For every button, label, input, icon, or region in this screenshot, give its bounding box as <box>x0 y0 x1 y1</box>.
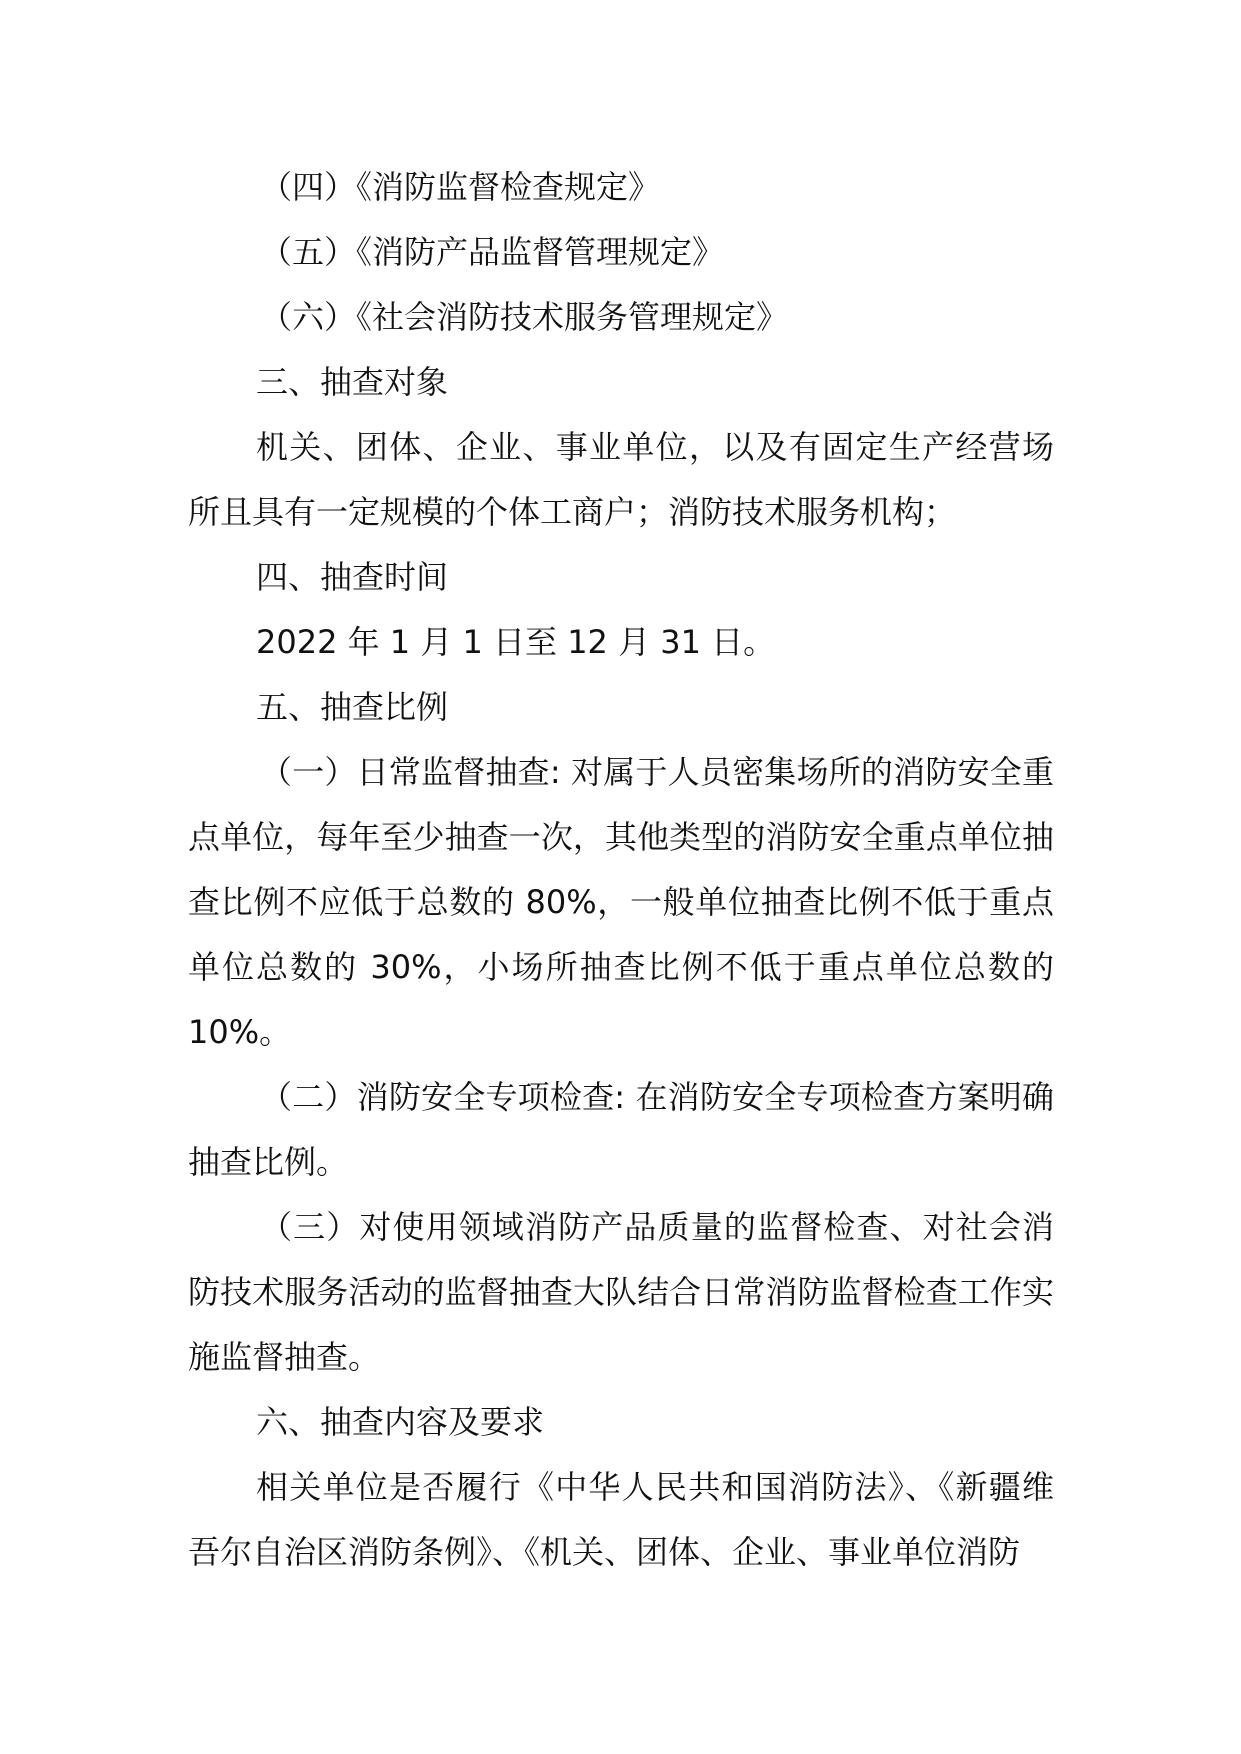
list-item-regulation-4: （四）《消防监督检查规定》 <box>260 168 661 206</box>
section-heading-inspection-ratio: 五、抽查比例 <box>256 688 449 726</box>
list-item-daily-inspection: （一）日常监督抽查: 对属于人员密集场所的消防安全重点单位，每年至少抽查一次，其他类型的消防安全重点单位抽查比例不应低于总数的 80%，一般单位抽查比例不低于重点单位总数的 30%，小场所抽查比例不低于重点单位总数的 10%。 <box>188 753 1054 1051</box>
list-item-regulation-6: （六）《社会消防技术服务管理规定》 <box>260 298 789 336</box>
section-heading-inspection-time: 四、抽查时间 <box>256 558 449 596</box>
section-heading-inspection-targets: 三、抽查对象 <box>256 363 449 401</box>
document-body <box>188 155 1054 1585</box>
list-item-product-service-inspection: （三）对使用领域消防产品质量的监督检查、对社会消防技术服务活动的监督抽查大队结合日常消防监督检查工作实施监督抽查。 <box>188 1208 1054 1376</box>
paragraph-inspection-content: 相关单位是否履行《中华人民共和国消防法》、《新疆维吾尔自治区消防条例》、《机关、团体、企业、事业单位消防 <box>188 1468 1054 1571</box>
section-heading-inspection-content: 六、抽查内容及要求 <box>256 1403 545 1441</box>
list-item-special-inspection: （二）消防安全专项检查: 在消防安全专项检查方案明确抽查比例。 <box>188 1078 1054 1181</box>
paragraph-inspection-time: 2022 年 1 月 1 日至 12 月 31 日。 <box>256 623 776 661</box>
list-item-regulation-5: （五）《消防产品监督管理规定》 <box>260 233 725 271</box>
paragraph-inspection-targets: 机关、团体、企业、事业单位，以及有固定生产经营场所且具有一定规模的个体工商户；消防技术服务机构； <box>188 428 1054 531</box>
